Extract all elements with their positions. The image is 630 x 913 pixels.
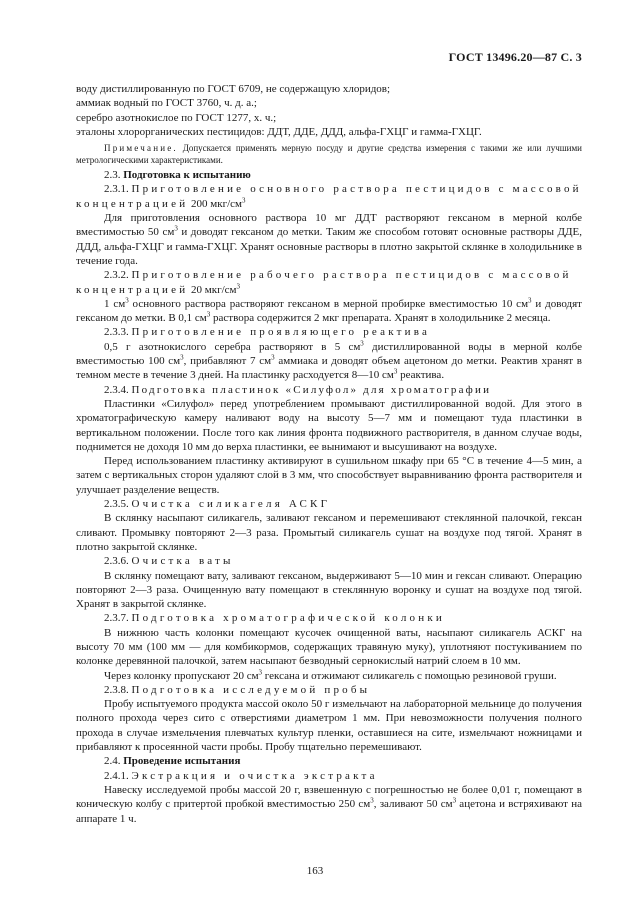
section-heading-2-3-8: 2.3.8. Подготовка исследуемой пробы [104, 683, 371, 696]
list-item: серебро азотнокислое по ГОСТ 1277, х. ч.; [76, 111, 277, 124]
section-heading-2-3-6: 2.3.6. Очистка ваты [104, 555, 234, 568]
section-heading-2-3: 2.3. Подготовка к испытанию [104, 169, 251, 182]
section-heading-2-3-4: 2.3.4. Подготовка пластинок «Силуфол» для хроматографии [104, 383, 492, 396]
paragraph: В склянку помещают вату, заливают гексаном, выдерживают 5—10 мин и гексан сливают. Операцию повторяют 2—3 раза. Очищенную вату помещают в стеклянную воронку и сушат на воздухе под тягой. Хранят в закрытой склянке. [76, 569, 582, 611]
section-heading-2-3-5: 2.3.5. Очистка силикагеля АСКГ [104, 498, 331, 511]
section-heading-2-3-3: 2.3.3. Приготовление проявляющего реактива [104, 326, 431, 339]
section-heading-2-3-2: 2.3.2. Приготовление рабочего раствора пестицидов с массовой концентрацией 20 мкг/$см^3$ [76, 269, 572, 296]
note-text: Допускается применять мерную посуду и другие средства измерения с такими же или лучшими метрологическими характеристиками. [76, 143, 582, 166]
paragraph: Перед использованием пластинку активируют в сушильном шкафу при 65 °С в течение 4—5 мин, а затем с вертикальных сторон удаляют слой в 3 мм, что способствует выравниванию фронта растворителя и улучшает разделение веществ. [76, 455, 582, 496]
section-heading-2-3-1: 2.3.1. Приготовление основного раствора пестицидов с массовой концентрацией 200 мкг/$см^3$ [76, 183, 582, 210]
paragraph: В склянку насыпают силикагель, заливают гексаном и перемешивают стеклянной палочкой, гексан сливают. Промывку повторяют 2—3 раза. Промытый силикагель сушат на воздухе под тягой. Хранят в плотно закрытой склянке. [76, 512, 582, 553]
paragraph: Для приготовления основного раствора 10 мг ДДТ растворяют гексаном в мерной колбе вместимостью 50 $см^3$ и доводят гексаном до метки. Таким же способом готовят основные растворы ДДЕ, ДДД, альфа-ГХЦГ и гамма-ГХЦГ. Хранят основные растворы в плотно закрытой склянке в холодильнике в течение года. [76, 212, 583, 267]
note-label: Примечание. [104, 143, 178, 154]
page-content [76, 82, 582, 826]
list-item: эталоны хлорорганических пестицидов: ДДТ, ДДЕ, ДДД, альфа-ГХЦГ и гамма-ГХЦГ. [76, 125, 482, 138]
paragraph: Через колонку пропускают 20 $см^3$ гексана и отжимают силикагель с помощью резиновой груши. [104, 667, 557, 682]
paragraph: Пластинки «Силуфол» перед употреблением промывают дистиллированной водой. Для этого в хроматографическую камеру наливают воду на высоту 5—7 мм и помещают туда пластинки в вертикальном положении. После того как линия фронта подвижного растворителя, в данном случае воды, поднимется не доходя 10 мм до верха пластинки, ее вынимают и высушивают на воздухе. [76, 397, 582, 453]
paragraph: Пробу испытуемого продукта массой около 50 г измельчают на лабораторной мельнице до получения полного прохода через сито с отверстиями диаметром 1 мм. При невозможности получения полного прохода в случае измельчения плевчатых культур пленки, оставшиеся на сите, измельчают ножницами и прибавляют к просеянной части пробы. Пробу тщательно перемешивают. [76, 698, 582, 754]
section-heading-2-3-7: 2.3.7. Подготовка хроматографической колонки [104, 612, 445, 625]
note [76, 142, 582, 166]
paragraph: 1 $см^3$ основного раствора растворяют гексаном в мерной пробирке вместимостью 10 $см^3$ и доводят гексаном до метки. В 0,1 $см^3$ раствора содержится 2 мкг препарата. Хранят в холодильнике 2 месяца. [76, 296, 582, 325]
list-item: воду дистиллированную по ГОСТ 6709, не содержащую хлоридов; [76, 83, 391, 95]
paragraph: Навеску исследуемой пробы массой 20 г, взвешенную с погрешностью не более 0,01 г, помещают в коническую колбу с притертой пробкой вместимостью 250 $см^3$, заливают 50 $см^3$ ацетона и встряхивают на аппарате 1 ч. [76, 783, 583, 825]
paragraph: В нижнюю часть колонки помещают кусочек очищенной ваты, насыпают силикагель АСКГ на высоту 70 мм (100 мм — для комбикормов, содержащих травяную муку), уплотняют постукиванием по колонке деревянной палочкой, затем насыпают безводный сернокислый натрий слоем в 10 мм. [76, 626, 582, 668]
page-number: 163 [306, 865, 324, 877]
section-heading-2-4-1: 2.4.1. Экстракция и очистка экстракта [104, 769, 378, 782]
paragraph: 0,5 г азотнокислого серебра растворяют в 5 $см^3$ дистиллированной воды в мерной колбе вместимостью 100 $см^3$, прибавляют 7 $см^3$ аммиака и доводят объем ацетоном до метки. Реактив хранят в темном месте в течение 3 дней. На пластинку расходуется 8—10 $см^3$ реактива. [76, 339, 582, 382]
page-header: ГОСТ 13496.20—87 С. 3 [448, 50, 582, 64]
section-heading-2-4: 2.4. Проведение испытания [104, 755, 241, 768]
list-item: аммиак водный по ГОСТ 3760, ч. д. а.; [76, 97, 257, 110]
